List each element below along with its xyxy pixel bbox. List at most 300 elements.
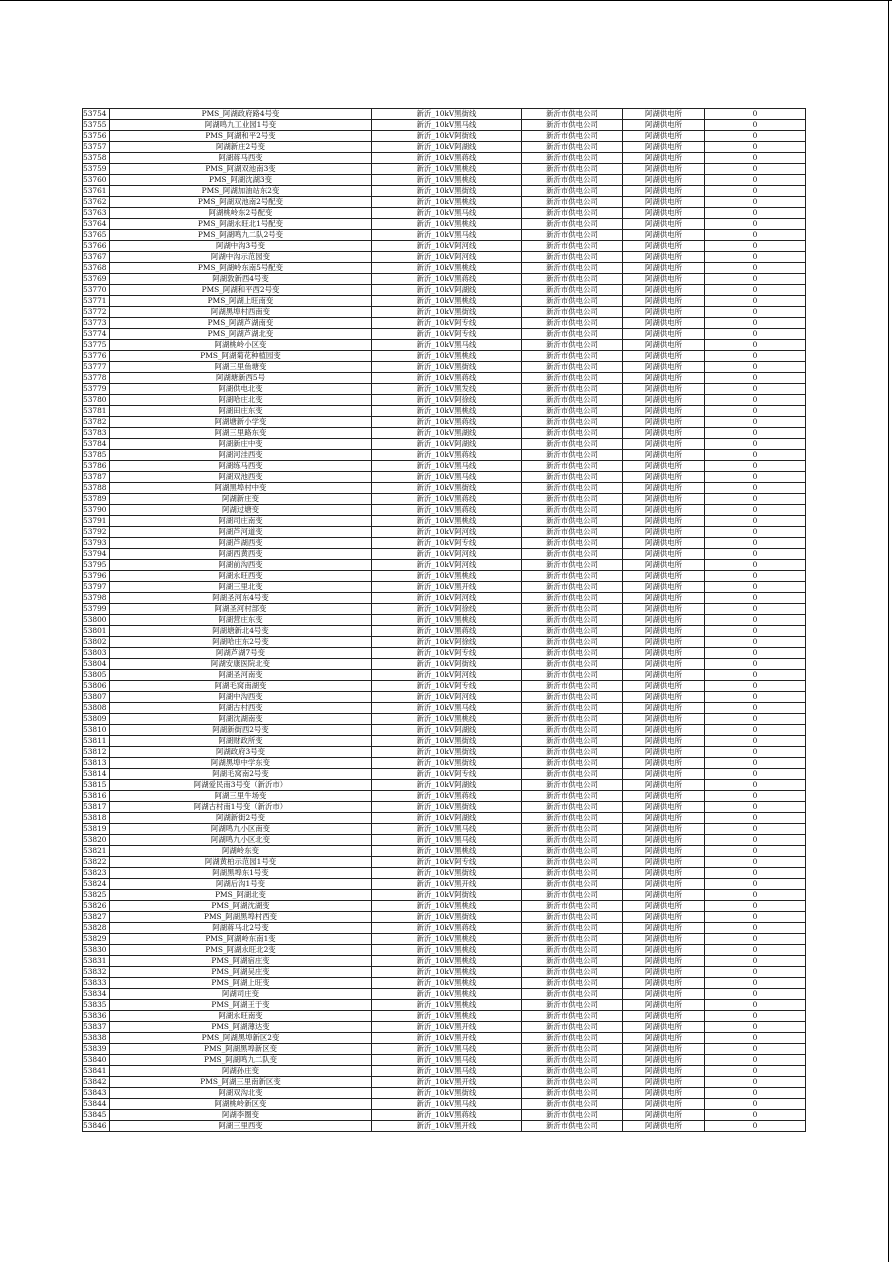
station-name: PMS_阿湖芦湖北变	[110, 329, 372, 340]
line-name: 新沂_10kV阿河线	[372, 527, 522, 538]
table-row	[83, 813, 806, 824]
company-name: 新沂市供电公司	[522, 560, 623, 571]
station-name: 阿湖永旺南变	[110, 1011, 372, 1022]
company-name: 新沂市供电公司	[522, 417, 623, 428]
value-cell: 0	[705, 582, 806, 593]
line-name: 新沂_10kV阿专线	[372, 857, 522, 868]
table-row	[83, 197, 806, 208]
table-row	[83, 252, 806, 263]
table-row	[83, 560, 806, 571]
station-name: 阿湖黑埠东1号变	[110, 868, 372, 879]
station-name: 阿湖芦河道变	[110, 527, 372, 538]
line-name: 新沂_10kV黑桃线	[372, 1000, 522, 1011]
row-id: 53803	[83, 648, 110, 659]
station-name: 阿湖政府3号变	[110, 747, 372, 758]
table-row	[83, 318, 806, 329]
company-name: 新沂市供电公司	[522, 274, 623, 285]
table-row	[83, 692, 806, 703]
station-name: 阿湖哈庄东2号变	[110, 637, 372, 648]
station-name: 阿湖圣河南变	[110, 670, 372, 681]
company-name: 新沂市供电公司	[522, 1088, 623, 1099]
row-id: 53824	[83, 879, 110, 890]
company-name: 新沂市供电公司	[522, 967, 623, 978]
table-row	[83, 703, 806, 714]
company-name: 新沂市供电公司	[522, 263, 623, 274]
company-name: 新沂市供电公司	[522, 758, 623, 769]
value-cell: 0	[705, 384, 806, 395]
station-name: 阿湖中沟示范园变	[110, 252, 372, 263]
line-name: 新沂_10kV黑桃线	[372, 989, 522, 1000]
office-name: 阿湖供电所	[623, 274, 705, 285]
station-name: 阿湖安康医院北变	[110, 659, 372, 670]
company-name: 新沂市供电公司	[522, 109, 623, 120]
value-cell: 0	[705, 483, 806, 494]
company-name: 新沂市供电公司	[522, 978, 623, 989]
station-name: 阿湖三里鱼塘变	[110, 362, 372, 373]
office-name: 阿湖供电所	[623, 989, 705, 1000]
company-name: 新沂市供电公司	[522, 681, 623, 692]
station-name: PMS_阿湖王于变	[110, 1000, 372, 1011]
office-name: 阿湖供电所	[623, 626, 705, 637]
office-name: 阿湖供电所	[623, 967, 705, 978]
station-name: 阿湖李圈变	[110, 1110, 372, 1121]
value-cell: 0	[705, 857, 806, 868]
value-cell: 0	[705, 241, 806, 252]
table-row	[83, 824, 806, 835]
line-name: 新沂_10kV阿专线	[372, 769, 522, 780]
office-name: 阿湖供电所	[623, 395, 705, 406]
company-name: 新沂市供电公司	[522, 252, 623, 263]
company-name: 新沂市供电公司	[522, 406, 623, 417]
table-body	[83, 109, 806, 1132]
table-row	[83, 274, 806, 285]
row-id: 53841	[83, 1066, 110, 1077]
table-row	[83, 758, 806, 769]
line-name: 新沂_10kV黑桃线	[372, 714, 522, 725]
station-name: PMS_阿湖鸣九二队2号变	[110, 230, 372, 241]
table-row	[83, 989, 806, 1000]
value-cell: 0	[705, 450, 806, 461]
line-name: 新沂_10kV阿河线	[372, 593, 522, 604]
line-name: 新沂_10kV黑街线	[372, 758, 522, 769]
company-name: 新沂市供电公司	[522, 153, 623, 164]
company-name: 新沂市供电公司	[522, 329, 623, 340]
station-name: 阿湖塘新北4号变	[110, 626, 372, 637]
office-name: 阿湖供电所	[623, 384, 705, 395]
station-name: 阿湖塘新西5号	[110, 373, 372, 384]
line-name: 新沂_10kV阿河线	[372, 549, 522, 560]
office-name: 阿湖供电所	[623, 340, 705, 351]
company-name: 新沂市供电公司	[522, 989, 623, 1000]
line-name: 新沂_10kV阿专线	[372, 329, 522, 340]
company-name: 新沂市供电公司	[522, 912, 623, 923]
row-id: 53818	[83, 813, 110, 824]
line-name: 新沂_10kV黑蒋线	[372, 791, 522, 802]
station-name: PMS_阿湖芦湖南变	[110, 318, 372, 329]
value-cell: 0	[705, 868, 806, 879]
station-name: 阿湖黄柏示范园1号变	[110, 857, 372, 868]
table-row	[83, 406, 806, 417]
station-name: 阿湖河洼西变	[110, 450, 372, 461]
office-name: 阿湖供电所	[623, 406, 705, 417]
office-name: 阿湖供电所	[623, 615, 705, 626]
value-cell: 0	[705, 120, 806, 131]
office-name: 阿湖供电所	[623, 131, 705, 142]
value-cell: 0	[705, 978, 806, 989]
company-name: 新沂市供电公司	[522, 175, 623, 186]
row-id: 53799	[83, 604, 110, 615]
row-id: 53772	[83, 307, 110, 318]
value-cell: 0	[705, 153, 806, 164]
office-name: 阿湖供电所	[623, 1022, 705, 1033]
company-name: 新沂市供电公司	[522, 593, 623, 604]
value-cell: 0	[705, 219, 806, 230]
office-name: 阿湖供电所	[623, 252, 705, 263]
office-name: 阿湖供电所	[623, 560, 705, 571]
line-name: 新沂_10kV阿河线	[372, 692, 522, 703]
row-id: 53757	[83, 142, 110, 153]
table-row	[83, 549, 806, 560]
value-cell: 0	[705, 175, 806, 186]
row-id: 53812	[83, 747, 110, 758]
value-cell: 0	[705, 417, 806, 428]
table-row	[83, 659, 806, 670]
table-row	[83, 1044, 806, 1055]
line-name: 新沂_10kV黑开线	[372, 879, 522, 890]
line-name: 新沂_10kV黑街线	[372, 307, 522, 318]
office-name: 阿湖供电所	[623, 604, 705, 615]
row-id: 53797	[83, 582, 110, 593]
station-name: PMS_阿湖加油站东2变	[110, 186, 372, 197]
table-row	[83, 912, 806, 923]
table-row	[83, 395, 806, 406]
line-name: 新沂_10kV黑桃线	[372, 615, 522, 626]
company-name: 新沂市供电公司	[522, 362, 623, 373]
line-name: 新沂_10kV黑街线	[372, 483, 522, 494]
value-cell: 0	[705, 362, 806, 373]
table-row	[83, 945, 806, 956]
station-name: 阿湖练马西变	[110, 461, 372, 472]
company-name: 新沂市供电公司	[522, 703, 623, 714]
table-row	[83, 747, 806, 758]
row-id: 53791	[83, 516, 110, 527]
line-name: 新沂_10kV阿徐线	[372, 604, 522, 615]
office-name: 阿湖供电所	[623, 1044, 705, 1055]
station-name: PMS_阿湖黑埠新区变	[110, 1044, 372, 1055]
row-id: 53835	[83, 1000, 110, 1011]
value-cell: 0	[705, 472, 806, 483]
company-name: 新沂市供电公司	[522, 241, 623, 252]
line-name: 新沂_10kV黑开线	[372, 1077, 522, 1088]
line-name: 新沂_10kV黑桃线	[372, 219, 522, 230]
station-name: 阿湖黑埠村西南变	[110, 307, 372, 318]
line-name: 新沂_10kV黑湖线	[372, 428, 522, 439]
company-name: 新沂市供电公司	[522, 1033, 623, 1044]
company-name: 新沂市供电公司	[522, 1099, 623, 1110]
line-name: 新沂_10kV黑马线	[372, 1066, 522, 1077]
value-cell: 0	[705, 1066, 806, 1077]
line-name: 新沂_10kV阿河线	[372, 252, 522, 263]
row-id: 53779	[83, 384, 110, 395]
row-id: 53783	[83, 428, 110, 439]
row-id: 53769	[83, 274, 110, 285]
station-name: PMS_阿湖黑埠新区2变	[110, 1033, 372, 1044]
value-cell: 0	[705, 340, 806, 351]
row-id: 53840	[83, 1055, 110, 1066]
line-name: 新沂_10kV黑蒋线	[372, 1110, 522, 1121]
station-name: PMS_阿湖岭东南5号配变	[110, 263, 372, 274]
value-cell: 0	[705, 648, 806, 659]
row-id: 53817	[83, 802, 110, 813]
row-id: 53838	[83, 1033, 110, 1044]
line-name: 新沂_10kV黑桃线	[372, 945, 522, 956]
company-name: 新沂市供电公司	[522, 1055, 623, 1066]
station-name: PMS_阿湖沈湖3变	[110, 175, 372, 186]
value-cell: 0	[705, 703, 806, 714]
office-name: 阿湖供电所	[623, 186, 705, 197]
table-row	[83, 329, 806, 340]
company-name: 新沂市供电公司	[522, 516, 623, 527]
table-row	[83, 868, 806, 879]
table-row	[83, 1088, 806, 1099]
row-id: 53786	[83, 461, 110, 472]
table-row	[83, 1121, 806, 1132]
company-name: 新沂市供电公司	[522, 791, 623, 802]
line-name: 新沂_10kV黑桃线	[372, 175, 522, 186]
line-name: 新沂_10kV黑桃线	[372, 978, 522, 989]
company-name: 新沂市供电公司	[522, 670, 623, 681]
company-name: 新沂市供电公司	[522, 1066, 623, 1077]
line-name: 新沂_10kV黑蒋线	[372, 274, 522, 285]
station-name: PMS_阿湖鸣九二队变	[110, 1055, 372, 1066]
office-name: 阿湖供电所	[623, 945, 705, 956]
office-name: 阿湖供电所	[623, 175, 705, 186]
line-name: 新沂_10kV黑桃线	[372, 516, 522, 527]
company-name: 新沂市供电公司	[522, 846, 623, 857]
company-name: 新沂市供电公司	[522, 1110, 623, 1121]
row-id: 53815	[83, 780, 110, 791]
row-id: 53806	[83, 681, 110, 692]
company-name: 新沂市供电公司	[522, 164, 623, 175]
row-id: 53831	[83, 956, 110, 967]
company-name: 新沂市供电公司	[522, 813, 623, 824]
row-id: 53808	[83, 703, 110, 714]
table-row	[83, 1055, 806, 1066]
station-name: 阿湖岭东变	[110, 846, 372, 857]
station-name: PMS_阿湖岭东南1变	[110, 934, 372, 945]
company-name: 新沂市供电公司	[522, 571, 623, 582]
company-name: 新沂市供电公司	[522, 494, 623, 505]
line-name: 新沂_10kV黑桃线	[372, 351, 522, 362]
table-row	[83, 1077, 806, 1088]
station-name: 阿湖新街西2号变	[110, 725, 372, 736]
company-name: 新沂市供电公司	[522, 824, 623, 835]
company-name: 新沂市供电公司	[522, 1011, 623, 1022]
office-name: 阿湖供电所	[623, 417, 705, 428]
station-name: 阿湖双沟北变	[110, 1088, 372, 1099]
value-cell: 0	[705, 791, 806, 802]
line-name: 新沂_10kV黑马线	[372, 230, 522, 241]
station-name: PMS_阿湖双池南2号配变	[110, 197, 372, 208]
value-cell: 0	[705, 758, 806, 769]
station-name: 阿湖田庄东变	[110, 406, 372, 417]
table-row	[83, 285, 806, 296]
value-cell: 0	[705, 1044, 806, 1055]
value-cell: 0	[705, 527, 806, 538]
company-name: 新沂市供电公司	[522, 230, 623, 241]
office-name: 阿湖供电所	[623, 1011, 705, 1022]
line-name: 新沂_10kV阿湖线	[372, 439, 522, 450]
station-name: 阿湖前沟西变	[110, 560, 372, 571]
row-id: 53805	[83, 670, 110, 681]
station-name: 阿湖新街2号变	[110, 813, 372, 824]
row-id: 53792	[83, 527, 110, 538]
row-id: 53787	[83, 472, 110, 483]
table-row	[83, 923, 806, 934]
table-row	[83, 120, 806, 131]
station-name: PMS_阿湖永旺北2变	[110, 945, 372, 956]
table-row	[83, 186, 806, 197]
table-row	[83, 439, 806, 450]
station-name: 阿湖双池西变	[110, 472, 372, 483]
company-name: 新沂市供电公司	[522, 901, 623, 912]
line-name: 新沂_10kV黑发线	[372, 384, 522, 395]
value-cell: 0	[705, 1121, 806, 1132]
value-cell: 0	[705, 296, 806, 307]
line-name: 新沂_10kV黑桃线	[372, 197, 522, 208]
line-name: 新沂_10kV阿街线	[372, 890, 522, 901]
table-row	[83, 615, 806, 626]
company-name: 新沂市供电公司	[522, 835, 623, 846]
table-row	[83, 846, 806, 857]
value-cell: 0	[705, 626, 806, 637]
value-cell: 0	[705, 901, 806, 912]
line-name: 新沂_10kV阿专线	[372, 538, 522, 549]
office-name: 阿湖供电所	[623, 153, 705, 164]
value-cell: 0	[705, 802, 806, 813]
table-row	[83, 230, 806, 241]
table-row	[83, 857, 806, 868]
table-row	[83, 1066, 806, 1077]
company-name: 新沂市供电公司	[522, 890, 623, 901]
table-row	[83, 175, 806, 186]
line-name: 新沂_10kV黑桃线	[372, 1011, 522, 1022]
office-name: 阿湖供电所	[623, 736, 705, 747]
table-row	[83, 373, 806, 384]
office-name: 阿湖供电所	[623, 1121, 705, 1132]
station-name: PMS_阿湖三里南新区变	[110, 1077, 372, 1088]
row-id: 53793	[83, 538, 110, 549]
value-cell: 0	[705, 934, 806, 945]
value-cell: 0	[705, 692, 806, 703]
company-name: 新沂市供电公司	[522, 692, 623, 703]
table-row	[83, 934, 806, 945]
row-id: 53827	[83, 912, 110, 923]
station-name: 阿湖鸣九工业园1号变	[110, 120, 372, 131]
row-id: 53778	[83, 373, 110, 384]
station-name: 阿湖敦新西4号变	[110, 274, 372, 285]
row-id: 53810	[83, 725, 110, 736]
company-name: 新沂市供电公司	[522, 505, 623, 516]
table-row	[83, 1033, 806, 1044]
table-row	[83, 802, 806, 813]
value-cell: 0	[705, 197, 806, 208]
row-id: 53794	[83, 549, 110, 560]
row-id: 53760	[83, 175, 110, 186]
table-row	[83, 604, 806, 615]
table-row	[83, 219, 806, 230]
row-id: 53762	[83, 197, 110, 208]
station-name: 阿湖蒋马西变	[110, 153, 372, 164]
station-name: 阿湖营庄东变	[110, 615, 372, 626]
value-cell: 0	[705, 230, 806, 241]
table-row	[83, 450, 806, 461]
office-name: 阿湖供电所	[623, 670, 705, 681]
row-id: 53763	[83, 208, 110, 219]
company-name: 新沂市供电公司	[522, 395, 623, 406]
office-name: 阿湖供电所	[623, 450, 705, 461]
company-name: 新沂市供电公司	[522, 142, 623, 153]
line-name: 新沂_10kV黑桃线	[372, 296, 522, 307]
row-id: 53801	[83, 626, 110, 637]
table-row	[83, 714, 806, 725]
line-name: 新沂_10kV阿湖线	[372, 813, 522, 824]
row-id: 53758	[83, 153, 110, 164]
row-id: 53842	[83, 1077, 110, 1088]
line-name: 新沂_10kV黑马线	[372, 340, 522, 351]
value-cell: 0	[705, 131, 806, 142]
company-name: 新沂市供电公司	[522, 340, 623, 351]
office-name: 阿湖供电所	[623, 263, 705, 274]
line-name: 新沂_10kV阿街线	[372, 131, 522, 142]
company-name: 新沂市供电公司	[522, 120, 623, 131]
table-row	[83, 483, 806, 494]
line-name: 新沂_10kV黑街线	[372, 802, 522, 813]
row-id: 53765	[83, 230, 110, 241]
station-name: PMS_阿湖薄达变	[110, 1022, 372, 1033]
office-name: 阿湖供电所	[623, 208, 705, 219]
office-name: 阿湖供电所	[623, 494, 705, 505]
table-row	[83, 780, 806, 791]
value-cell: 0	[705, 307, 806, 318]
office-name: 阿湖供电所	[623, 692, 705, 703]
office-name: 阿湖供电所	[623, 934, 705, 945]
station-name: 阿湖过塘变	[110, 505, 372, 516]
row-id: 53780	[83, 395, 110, 406]
row-id: 53795	[83, 560, 110, 571]
office-name: 阿湖供电所	[623, 1077, 705, 1088]
value-cell: 0	[705, 670, 806, 681]
line-name: 新沂_10kV黑开线	[372, 1033, 522, 1044]
line-name: 新沂_10kV阿湖线	[372, 142, 522, 153]
office-name: 阿湖供电所	[623, 197, 705, 208]
company-name: 新沂市供电公司	[522, 615, 623, 626]
row-id: 53813	[83, 758, 110, 769]
office-name: 阿湖供电所	[623, 318, 705, 329]
table-row	[83, 494, 806, 505]
row-id: 53789	[83, 494, 110, 505]
station-name: 阿湖司庄变	[110, 989, 372, 1000]
value-cell: 0	[705, 714, 806, 725]
line-name: 新沂_10kV黑街线	[372, 109, 522, 120]
line-name: 新沂_10kV黑街线	[372, 912, 522, 923]
office-name: 阿湖供电所	[623, 373, 705, 384]
table-row	[83, 769, 806, 780]
company-name: 新沂市供电公司	[522, 604, 623, 615]
station-name: 阿湖芦湖7号变	[110, 648, 372, 659]
row-id: 53773	[83, 318, 110, 329]
row-id: 53807	[83, 692, 110, 703]
